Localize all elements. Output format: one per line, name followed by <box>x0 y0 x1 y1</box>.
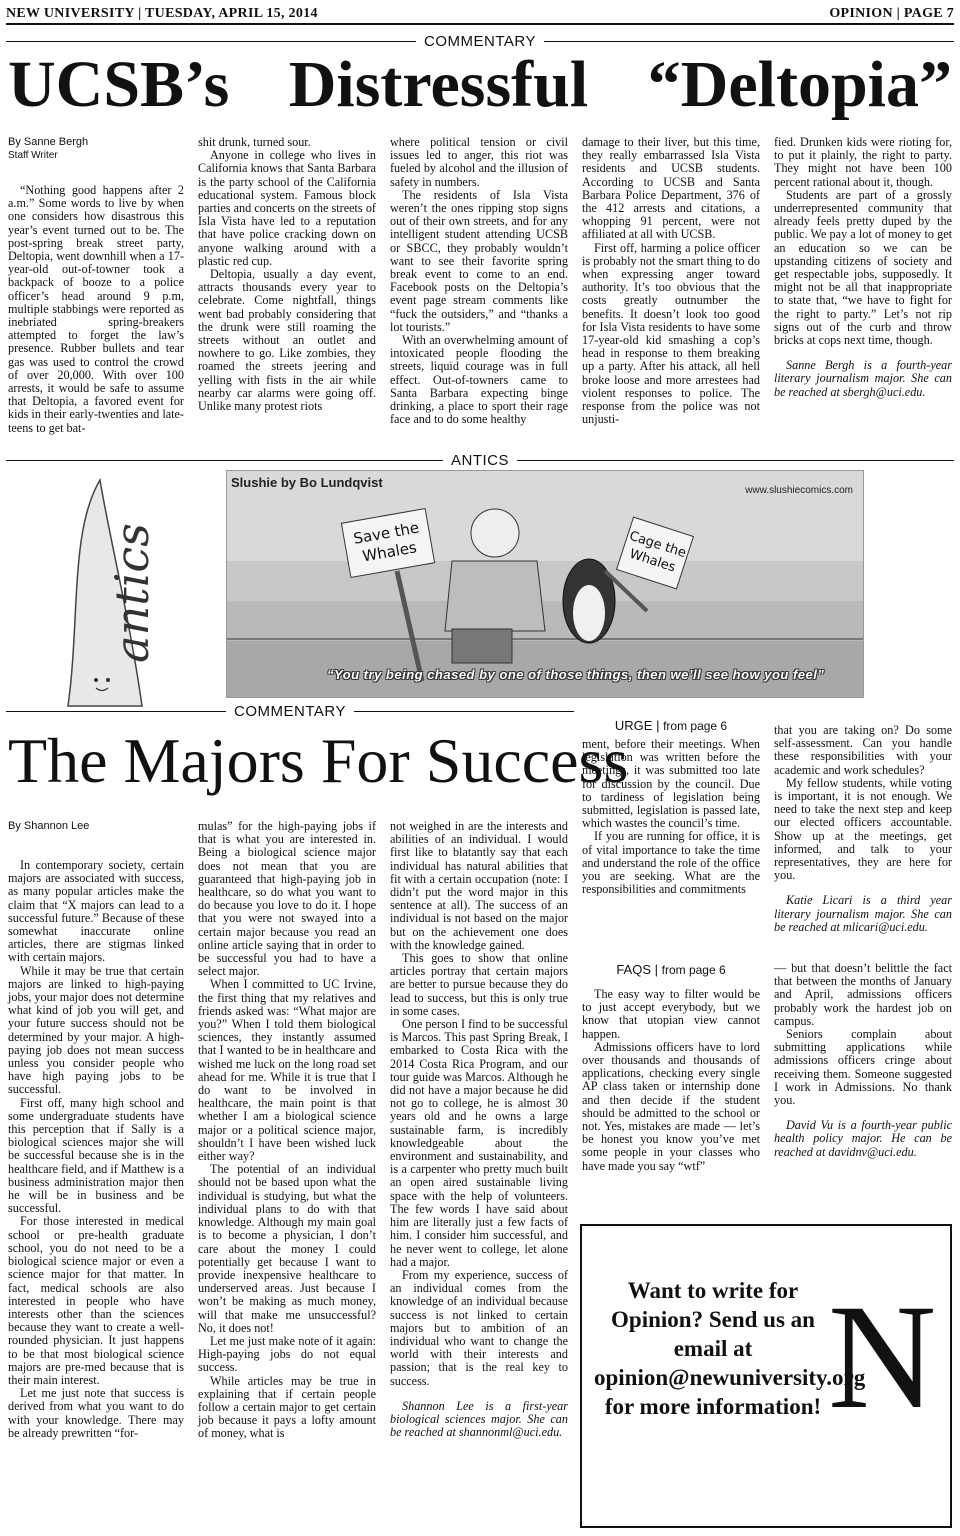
article1-column-5 <box>774 136 952 399</box>
urge-column-2 <box>774 724 952 934</box>
paragraph: From my experience, success of an individual comes from the knowledge of an individual because success is not linked to certain majors but to ambition of an individual who want to change the world with their interests and passion; that is the real key to success. <box>390 1267 568 1388</box>
section-label-text: COMMENTARY <box>424 32 536 50</box>
byline: By Shannon Lee <box>8 820 90 832</box>
paragraph: “Nothing good happens after 2 a.m.” Some words to live by when one considers how disastrous this year’s event turned out to be. The post-spring break street party, Deltopia, went downhill when a 17-year-old out-of-towner took a backpack of booze to a police officer’s head around 9 p.m, multiple stabbings were reported as inebriated spring-breakers attempted to forget the law’s presence. Rubber bullets and tear gas was used to control the crowd of over 20,000. With over 100 arrests, it would be safe to assume that Deltopia, a favored event for kids in their early-twenties and late-teens to get bat- <box>8 183 184 435</box>
comic-sign-right: Cage the Whales <box>616 516 694 589</box>
page-header-right: OPINION | PAGE 7 <box>829 6 954 21</box>
continuation-head-urge: URGE | from page 6 <box>614 718 728 733</box>
article1-column-3 <box>390 136 568 426</box>
paragraph: The easy way to filter would be to just accept everybody, but we know that utopian view cannot happen. <box>582 987 760 1041</box>
byline-role: Staff Writer <box>8 150 58 161</box>
paragraph: If you are running for office, it is of vital importance to take the time and understand the role of the office you are seeking. What are the responsibilities and commitments <box>582 829 760 897</box>
paragraph: shit drunk, turned sour. <box>198 135 311 149</box>
paragraph: First off, many high school and some undergraduate students have this perception that if Sally is a biological sciences major she will be successful because she is in the healthcare field, and if Matthew is a business administration major then he will be in business and be successful. <box>8 1095 184 1216</box>
paragraph: Deltopia, usually a day event, attracts thousands every year to celebrate. Come nightfall, things went bad probably considering that the drunk were still roaming the streets without an outlet and nowhere to go. Like zombies, they roamed the streets jeering and yelling with fists in the air while nearby car alarms were going off. Unlike many protest riots <box>198 267 376 414</box>
author-signoff: David Vu is a fourth-year public health policy major. He can be reached at davidnv@uci.edu. <box>774 1118 952 1159</box>
comic-caption: “You try being chased by one of those things, then we’ll see how you feel” <box>327 667 825 682</box>
paragraph: fied. Drunken kids were rioting for, to put it plainly, the right to party. They might not have been 100 percent rational about it, though. <box>774 135 952 189</box>
article2-column-2 <box>198 820 376 1441</box>
continuation-title: FAQS <box>616 962 652 977</box>
paragraph: that you are taking on? Do some self-assessment. Can you handle these responsibilities with your academic and work schedules? <box>774 723 952 777</box>
paragraph: Anyone in college who lives in California knows that Santa Barbara is the party school of the California educational system. Famous block parties and concerts on the streets of Isla Vista have led to a reputation that have police cracking down on anyone walking around with a plastic red cup. <box>198 148 376 268</box>
comic-title: Slushie by Bo Lundqvist <box>231 475 383 490</box>
section-label-text: ANTICS <box>451 451 510 469</box>
header-rule <box>6 23 954 25</box>
paragraph: Let me just note that success is derived from what you want to do with your knowledge. There may be already prewritten “for- <box>8 1386 184 1440</box>
paragraph: My fellow students, while voting is important, it is not enough. We need to take the next step and keep our elected officers accountable. Show up at the meetings, get informed, and talk to your representatives, they are here for you. <box>774 775 952 883</box>
paragraph: Students are part of a grossly underrepresented community that already feels pretty duped by the public. We pay a lot of money to get an education so we can be upstanding citizens of society and get respectable jobs, supposedly. It might not be all that inappropriate to state that, “we have to fight for the right to party.” Let’s not rip signs out of the curb and throw bricks at cops next time, though. <box>774 187 952 348</box>
continuation-head-faqs: FAQS | from page 6 <box>616 962 726 977</box>
paragraph: — but that doesn’t belittle the fact that between the months of January and April, admissions officers probably work the hardest job on campus. <box>774 961 952 1028</box>
paragraph: mulas” for the high-paying jobs if that is what you are interested in. Being a biological science major does not mean that you are guaranteed that high-paying job in healthcare, so do what you want to do because you love to do it. I hope that you were not swayed into a certain major because you read an online article saying that in order to be successful you had to have a select major. <box>198 819 376 979</box>
paragraph: While articles may be true in explaining that if certain people follow a certain major to get certain job because it pays a lofty amount of money, what is <box>198 1373 376 1441</box>
paragraph: The residents of Isla Vista weren’t the ones ripping stop signs out of their own streets, and for any intelligent student attending UCSB or SBCC, they probably wouldn’t want to see their favorite spring break event to come to an end. Facebook posts on the Deltopia’s event page stream comments like “fuck the outsiders,” and “thanks a lot tourists.” <box>390 187 568 334</box>
paragraph: With an overwhelming amount of intoxicated people flooding the streets, liquid courage was in full effect. Out-of-towners came to Santa Barbara expecting binge drinking, a place to sport their rage face and to do some healthy <box>390 333 568 427</box>
article2-column-1 <box>8 820 184 1440</box>
paragraph: First off, harming a police officer is probably not the smart thing to do when expressing anger toward authority. It’s too obvious that the costs greatly outnumber the benefits. It doesn’t look too good for Isla Vista residents to have some 17-year-old kid smashing a cop’s head in response to them breaking up a party. After his attack, all hell broke loose and more arrestees had violent responses to police. The response from the police was not unjusti- <box>582 240 760 427</box>
paragraph: Let me just make note of it again: High-paying jobs do not equal success. <box>198 1333 376 1375</box>
faqs-column-2 <box>774 962 952 1159</box>
article1-column-1 <box>8 136 184 435</box>
author-signoff: Sanne Bergh is a fourth-year literary journalism major. She can be reached at sbergh@uci.edu. <box>774 358 952 399</box>
antics-logo-text: antics <box>104 523 159 663</box>
author-signoff: Katie Licari is a third year literary journalism major. She can be reached at mlicari@uci.edu. <box>774 893 952 934</box>
continuation-title: URGE <box>614 718 653 733</box>
comic-scene <box>227 471 863 697</box>
faqs-column-1 <box>582 988 760 1173</box>
headline-word: UCSB’s <box>8 48 230 121</box>
write-for-opinion-box <box>580 1224 952 1528</box>
section-label-text: COMMENTARY <box>234 702 346 720</box>
continuation-source: from page 6 <box>663 719 728 733</box>
antics-logo <box>60 470 159 710</box>
byline <box>8 136 184 162</box>
headline-majors: The Majors For Success <box>8 725 629 796</box>
section-label-antics <box>6 450 954 470</box>
paragraph: In contemporary society, certain majors are associated with success, as many popular articles make the claim that “X majors can lead to a successful future.” Because of these somewhat inaccurate online articles, there are stigmas linked with certain majors. <box>8 858 184 965</box>
headline-deltopia <box>8 50 952 120</box>
comic-sign-left: Save the Whales <box>341 508 435 578</box>
article2-column-3 <box>390 820 568 1439</box>
author-signoff: Shannon Lee is a first-year biological sciences major. She can be reached at shannonml@uci.edu. <box>390 1398 568 1440</box>
paragraph: Seniors complain about submitting applications while admissions officers cringe about receiving them. Someone suggested I work in Admissions. No thank you. <box>774 1027 952 1108</box>
paragraph: For those interested in medical school or pre-health graduate school, you do not need to be a biological science major or even a science major for that matter. In fact, medical schools are also interested in people who have interests other than the sciences because they want to create a well-rounded physician. It just happens to be that most biological science majors are pre-med because that is their main interest. <box>8 1214 184 1387</box>
paragraph: When I committed to UC Irvine, the first thing that my relatives and friends asked was: “What major are you?” When I told them biological sciences, they instantly assumed that I wanted to be in healthcare and wished me luck on the long road set ahead for me. While it is true that I do want to be involved in healthcare, the main point is that whether I am a biological science major or a political science major, shouldn’t I have been wished luck either way? <box>198 977 376 1164</box>
urge-column-1 <box>582 738 760 896</box>
paragraph: While it may be true that certain majors are linked to high-paying jobs, your major does not determine what kind of job you will get, and your future success should not be determined by your major. A high-paying job does not mean success unless you consider people who have high paying jobs to be successful. <box>8 963 185 1097</box>
byline-name: By Sanne Bergh <box>8 136 89 148</box>
comic-url: www.slushiecomics.com <box>745 485 853 496</box>
paragraph: The potential of an individual should not be based upon what the individual is studying, but what the individual plans to do with that knowledge. Although my main goal is to become a physician, I don’t care about the money I could potentially get because I want to provide inexpensive healthcare to underserved areas. Just because I won’t be making as much money, will that make me unsuccessful? No, it does not! <box>198 1162 376 1335</box>
paragraph: where political tension or civil issues led to anger, this riot was fueled by alcohol and the illusion of safety in numbers. <box>390 135 568 189</box>
paragraph: ment, before their meetings. When legislation was written before the meetings, it was submitted too late for discussion by the council. Due to tardiness of legislation being submitted, legislation is passed late, which wastes the council’s time. <box>582 737 760 831</box>
paragraph: One person I find to be successful is Marcos. This past Spring Break, I embarked to Costa Rica with the 2014 Costa Rica Program, and our tour guide was Marcos. Although he did not have a major because he did not go to college, he is almost 30 years old and he owns a large sustainable farm, is incredibly knowledgeable about the environment and sustainability, and is a carpenter who pretty much built an open aired sustainable living space with the help of volunteers. The few words I have said about him are literally just a few facts of him. I consider him successful, and he never went to college, let alone had a major. <box>390 1017 568 1269</box>
new-university-logo-letter: N <box>828 1274 937 1440</box>
headline-word: Distressful <box>288 48 589 121</box>
paragraph: Admissions officers have to lord over thousands and thousands of applications, checking every single AP class taken or internship done and then decide if the student should be admitted to the school or not. Yes, mistakes are made — let’s be honest you know you’ve met some people in your classes who have made you say “wtf” <box>582 1039 760 1173</box>
article1-column-2 <box>198 136 376 413</box>
page-header-left: NEW UNIVERSITY | TUESDAY, APRIL 15, 2014 <box>6 6 318 21</box>
section-label-commentary-2 <box>6 701 574 721</box>
paragraph: damage to their liver, but this time, they really embarrassed Isla Vista residents and UCSB students. According to UCSB and Santa Barbara Police Department, 376 of the 412 arrests and citations, a whopping 91 percent, were not affiliated at all with UCSB. <box>582 135 760 242</box>
article1-column-4 <box>582 136 760 426</box>
continuation-source: from page 6 <box>661 963 726 977</box>
paragraph: This goes to show that online articles portray that certain majors are better to pursue because they do lead to success, but this is only true in some cases. <box>390 951 568 1018</box>
headline-word: “Deltopia” <box>647 48 952 121</box>
comic-strip <box>226 470 864 698</box>
promo-text: Want to write for Opinion? Send us an email at opinion@newuniversity.org for more information! <box>594 1278 866 1419</box>
paragraph: not weighed in are the interests and abilities of an individual. I would first like to blatantly say that each individual has natural abilities that fit with a certain occupation (note: I didn’t put the word major in this sentence at all). The success of an individual is not based on the major but on the achievement one does with the knowledge gained. <box>390 819 568 952</box>
